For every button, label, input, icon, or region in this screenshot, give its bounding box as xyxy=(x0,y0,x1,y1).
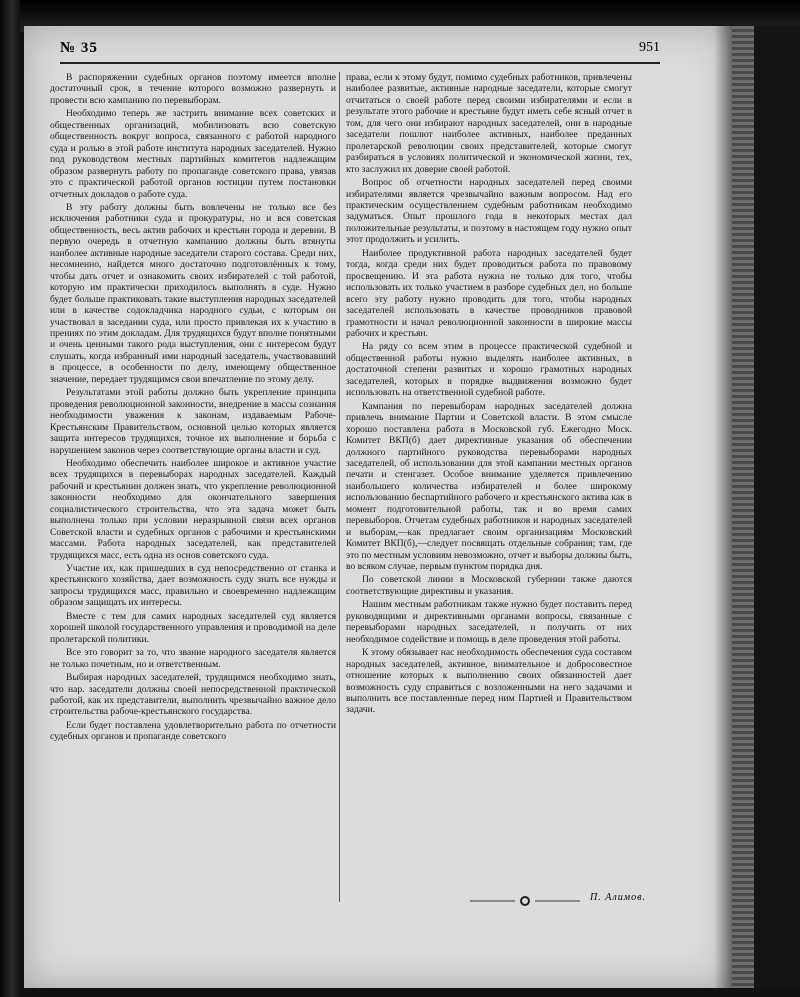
header-rule xyxy=(60,62,660,64)
paragraph: По советской линии в Московской губернии также даются соответствующие директивы и указания. xyxy=(346,574,632,597)
paragraph: права, если к этому будут, помимо судебных работников, привлечены наиболее развитые, активные народные заседатели, которые смогут отчитаться о своей работе перед своими избирателями и если в результате этого рабочие и крестьяне будут иметь себе ясный отчет в том, для чего они избирают народных заседателей, они в народные заседатели пошлют наиболее активных, наиболее преданных пролетарской революции своих представителей, которые смогут разбираться в условиях политической и экономической жизни, тех, кто заслужил их доверие своей работой. xyxy=(346,72,632,175)
author-signature: П. Алимов. xyxy=(590,892,646,903)
paragraph: На ряду со всем этим в процессе практической судебной и общественной работы нужно выделять наиболее активных, в достаточной степени развитых и хорошо грамотных народных заседателей, которых в порядке выдвижения возможно будет использовать на ответственной судебной работе. xyxy=(346,341,632,399)
ornament-divider xyxy=(470,895,580,907)
paragraph: Если будет поставлена удовлетворительно работа по отчетности судебных органов и пропаганде советского xyxy=(50,719,336,743)
paragraph: Наиболее продуктивной работа народных заседателей будет тогда, когда среди них будет проводиться работа по правовому просвещению. И эта работа нужна не только для того, чтобы использовать их только участием в разборе судебных дел, но больше всего эту работу нужно проводить для того, чтобы народных заседателей использовать в качестве проводников правовой грамотности и начал революционной законности в широкие массы рабочих и крестьян. xyxy=(346,247,632,339)
paragraph: В распоряжении судебных органов поэтому имеется вполне достаточный срок, в течение которого возможно развернуть и провести всю кампанию по перевыборам. xyxy=(50,72,336,106)
column-divider xyxy=(339,72,340,902)
paragraph: Вопрос об отчетности народных заседателей перед своими избирателями является чрезвычайно важным вопросом. Над его практическим осуществлением судебным работникам необходимо задуматься. Опыт прошлого года в некоторых местах дал положительные результаты, и поэтому в настоящем году нужно опыт этот продолжить и усилить. xyxy=(346,177,632,246)
right-column xyxy=(346,72,632,718)
paragraph: Результатами этой работы должно быть укрепление принципа проведения революционной законности, внедрение в массы сознания необходимости уважения к законам, издаваемым Рабоче-Крестьянским Правительством, основной целью которых является защита интересов трудящихся, точное их выполнение и борьба с нарушением законов через соответствующие органы власти и суд. xyxy=(50,387,336,456)
page-number: 951 xyxy=(639,40,660,55)
paragraph: Нашим местным работникам также нужно будет поставить перед руководящими и директивными органами вопросы, связанные с перевыборами народных заседателей, и получить от них необходимое содействие и помощь в деле проведения этой работы. xyxy=(346,599,632,645)
paragraph: Необходимо теперь же застрить внимание всех советских и общественных организаций, мобилизовать всю советскую общественность вокруг вопроса, связанного с работой народного суда и ролью в этой работе института народных заседателей. Нужно под руководством местных партийных комитетов надлежащим образом развернуть работу по пропаганде советского права, увязав это с практической работой органов юстиции путем постановки отчетных докладов о работе суда. xyxy=(50,108,336,200)
paragraph: Кампания по перевыборам народных заседателей должна привлечь внимание Партии и Советской власти. В этом смысле хорошо поставлена работа в Московской губ. Ежегодно Моск. Комитет ВКП(б) дает директивные указания об обеспечении должного партийного руководства перевыборами народных заседателей, об использовании для этой кампании местных органов печати и стенгазет. Особое внимание уделяется привлечению наибольшего количества избирателей и более широкому использованию беспартийного рабочего и крестьянского актива как в момент подготовительной работы, так и во время самих перевыборов. Отчетам судебных работников и народных заседателей и выборам,—как предлагает своим организациям Московский Комитет ВКП(б),—следует посвящать отдельные собрания; там, где это по местным условиям невозможно, отчет и выборы должны быть, во всяком случае, первым пунктом порядка дня. xyxy=(346,400,632,573)
paragraph: К этому обязывает нас необходимость обеспечения суда составом народных заседателей, активное, внимательное и добросовестное отношение которых к выполнению своих обязанностей дает возможность суду справиться с возложенными на него задачами и выполнить все поставленные перед ним Партией и Правительством задачи. xyxy=(346,647,632,716)
scan-right-edge xyxy=(754,26,800,988)
paragraph: В эту работу должны быть вовлечены не только все без исключения работники суда и прокуратуры, но и вся советская общественность, весь актив рабочих и крестьян города и деревни. В первую очередь в отчетную кампанию должны быть втянуты наиболее активные народные заседатели старого состава. Среди них, несомненно, найдется много достаточно подготовлённых к тому, чтобы дать отчет и ознакомить своих избирателей с той работой, которую им практически приходилось выполнять в суде. Нужно будет больше практиковать такие выступления народных заседателей или в качестве содокладчика народного судьи, с которым он участвовал в заседании суда, или просто привлекая их к участию в прениях по этим докладам. Для трудящихся будут вполне понятными и очень ценными такого рода выступления, они с интересом будут слушать, когда избранный ими народный заседатель, участвовавший в процессе, в особенности по делу, имеющему общественное значение, передает трудящимся свои впечатление по этому делу. xyxy=(50,201,336,385)
paragraph: Все это говорит за то, что звание народного заседателя является не только почетным, но и ответственным. xyxy=(50,647,336,670)
paragraph: Необходимо обеспечить наиболее широкое и активное участие всех трудящихся в перевыборах народных заседателей. Каждый рабочий и крестьянин должен знать, что укрепление революционной законности необходимо для окончательного завершения социалистического строительства, что эта задача может быть выполнена только при условии неразрывной связи всех органов Советской власти и судебных органов с рабочими и крестьянскими массами. Работа народных заседателей, как представителей трудящихся масс, есть одна из основ советского суда. xyxy=(50,457,336,561)
paragraph: Вместе с тем для самих народных заседателей суд является хорошей школой государственного управления и проводимой на деле пролетарской политики. xyxy=(50,610,336,645)
page-binding xyxy=(732,26,754,988)
paragraph: Участие их, как пришедших в суд непосредственно от станка и крестьянского хозяйства, дает возможность суду знать все нужды и запросы трудящихся масс, правильно и своевременно надлежащим образом защищать их интересы. xyxy=(50,563,336,609)
scan-left-edge xyxy=(0,0,20,997)
paragraph: Выбирая народных заседателей, трудящимся необходимо знать, что нар. заседатели должны своей непосредственной практической работой, как их представители, выполнить чрезвычайно важное дело строительства рабоче-крестьянского государства. xyxy=(50,672,336,718)
issue-number: № 35 xyxy=(60,40,98,56)
page-header xyxy=(60,36,660,62)
left-column xyxy=(50,72,336,745)
